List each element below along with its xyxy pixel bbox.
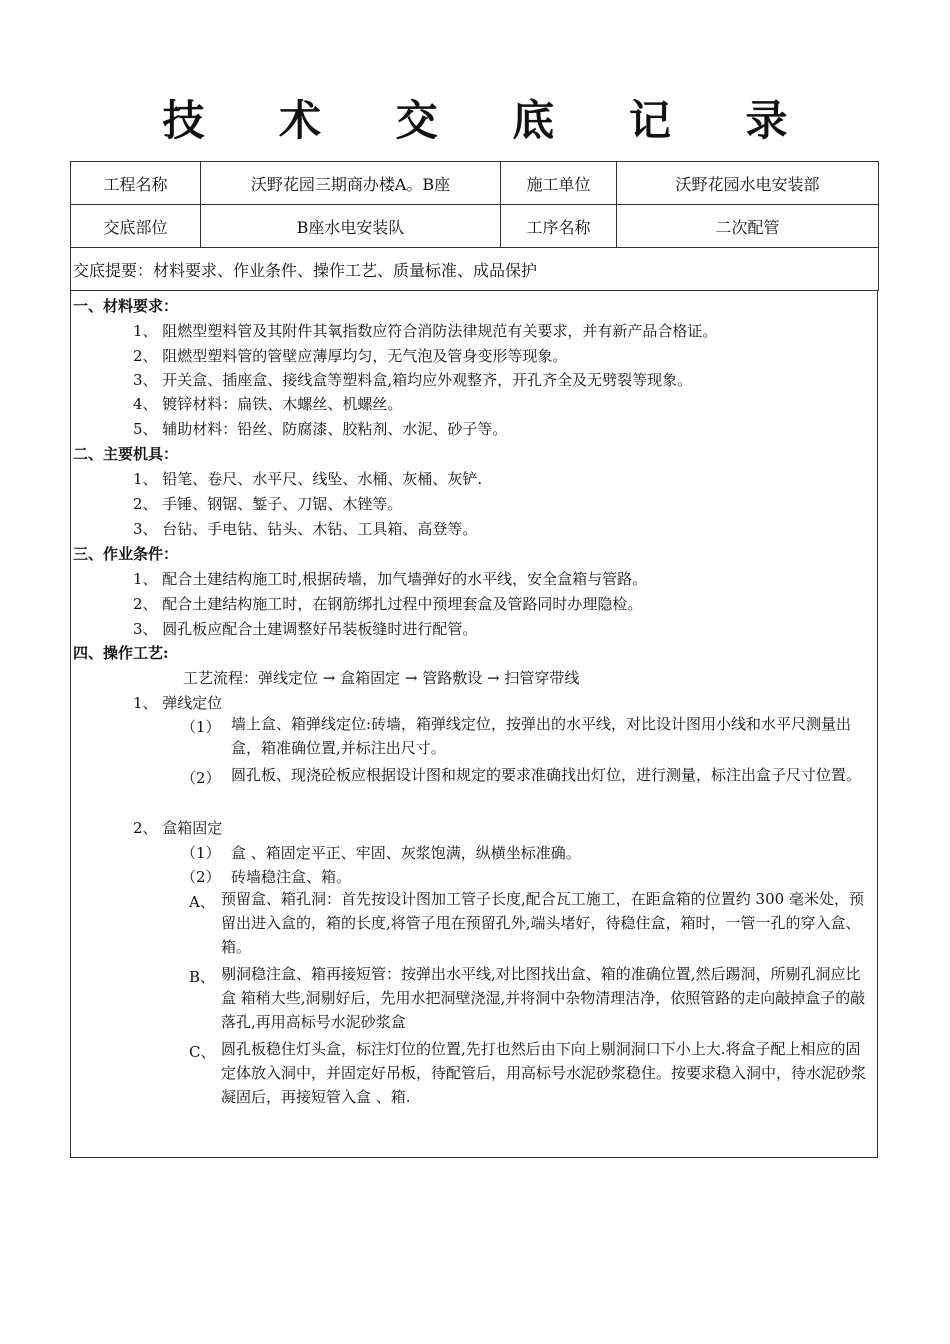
process-name-label: 工序名称 [501, 205, 617, 248]
process-name-value: 二次配管 [617, 205, 879, 248]
content-box [70, 291, 878, 1158]
project-name-label: 工程名称 [71, 162, 201, 205]
section-heading-tools: 二、主要机具： [73, 445, 179, 463]
subsection-title: 1、 弹线定位 [133, 694, 223, 712]
construction-unit-value: 沃野花园水电安装部 [617, 162, 879, 205]
list-item: 5、 辅助材料：铅丝、防腐漆、胶粘剂、水泥、砂子等。 [133, 420, 508, 438]
paragraph: 圆孔板稳住灯头盒，标注灯位的位置,先打也然后由下向上剔洞洞口下小上大.将盒子配上相应的固定体放入洞中，并固定好吊板，待配管后，用高标号水泥砂浆稳住。按要求稳入洞中，待水泥砂浆凝固后，再接短管入盒 、箱. [221, 1040, 867, 1106]
list-item: 2、 配合土建结构施工时，在钢筋绑扎过程中预埋套盒及管路同时办理隐检。 [133, 595, 643, 613]
list-item: 3、 圆孔板应配合土建调整好吊装板缝时进行配管。 [133, 620, 478, 638]
item-letter: C、 [189, 1043, 216, 1061]
item-number: （2） [181, 769, 221, 787]
paragraph: 盒 、箱固定平正、牢固、灰浆饱满，纵横坐标准确。 [231, 844, 581, 862]
item-letter: B、 [189, 968, 216, 986]
list-item: 1、 铅笔、卷尺、水平尺、线坠、水桶、灰桶、灰铲. [133, 470, 483, 488]
paragraph: 圆孔板、现浇砼板应根据设计图和规定的要求准确找出灯位，进行测量，标注出盒子尺寸位置。 [231, 766, 862, 784]
handover-part-value: B座水电安装队 [201, 205, 501, 248]
paragraph: 砖墙稳注盒、箱。 [231, 868, 352, 886]
list-item: 2、 手锤、钢锯、錾子、刀锯、木锉等。 [133, 495, 403, 513]
item-letter: A、 [189, 893, 215, 911]
list-item: 1、 阻燃型塑料管及其附件其氧指数应符合消防法律规范有关要求，并有新产品合格证。 [133, 322, 718, 340]
process-flow: 工艺流程：弹线定位 → 盒箱固定 → 管路敷设 → 扫管穿带线 [183, 669, 580, 687]
section-heading-conditions: 三、作业条件： [73, 545, 179, 563]
paragraph: 墙上盒、箱弹线定位:砖墙，箱弹线定位，按弹出的水平线，对比设计图用小线和水平尺测量出盒，箱准确位置,并标注出尺寸。 [231, 715, 852, 757]
header-table [70, 161, 879, 291]
construction-unit-label: 施工单位 [501, 162, 617, 205]
list-item: 3、 开关盒、插座盒、接线盒等塑料盒,箱均应外观整齐，开孔齐全及无劈裂等现象。 [133, 371, 693, 389]
handover-summary: 交底提要：材料要求、作业条件、操作工艺、质量标准、成品保护 [71, 248, 879, 291]
handover-part-label: 交底部位 [71, 205, 201, 248]
section-heading-process: 四、操作工艺: [73, 644, 169, 662]
item-number: （1） [181, 844, 221, 862]
list-item: 4、 镀锌材料：扁铁、木螺丝、机螺丝。 [133, 395, 403, 413]
project-name-value: 沃野花园三期商办楼A。B座 [201, 162, 501, 205]
page-title: 技 术 交 底 记 录 [162, 96, 818, 145]
item-number: （1） [181, 718, 221, 736]
list-item: 3、 台钻、手电钻、钻头、木钻、工具箱、高登等。 [133, 520, 478, 538]
item-number: （2） [181, 868, 221, 886]
list-item: 1、 配合土建结构施工时,根据砖墙，加气墙弹好的水平线，安全盒箱与管路。 [133, 570, 648, 588]
subsection-title: 2、 盒箱固定 [133, 819, 223, 837]
list-item: 2、 阻燃型塑料管的管壁应薄厚均匀，无气泡及管身变形等现象。 [133, 347, 568, 365]
paragraph: 预留盒、箱孔洞：首先按设计图加工管子长度,配合瓦工施工，在距盒箱的位置约 300 毫米处，预留出进入盒的，箱的长度,将管子甩在预留孔外,端头堵好，待稳住盒，箱时，一管一孔的穿入盒、箱。 [221, 890, 864, 956]
section-heading-materials: 一、材料要求： [73, 297, 179, 315]
paragraph: 剔洞稳注盒、箱再接短管：按弹出水平线,对比图找出盒、箱的准确位置,然后踢洞，所剔孔洞应比盒 箱稍大些,洞剔好后，先用水把洞壁浇湿,并将洞中杂物清理洁净，依照管路的走向敲掉盒子的敲落孔,再用高标号水泥砂浆盒 [221, 965, 866, 1031]
